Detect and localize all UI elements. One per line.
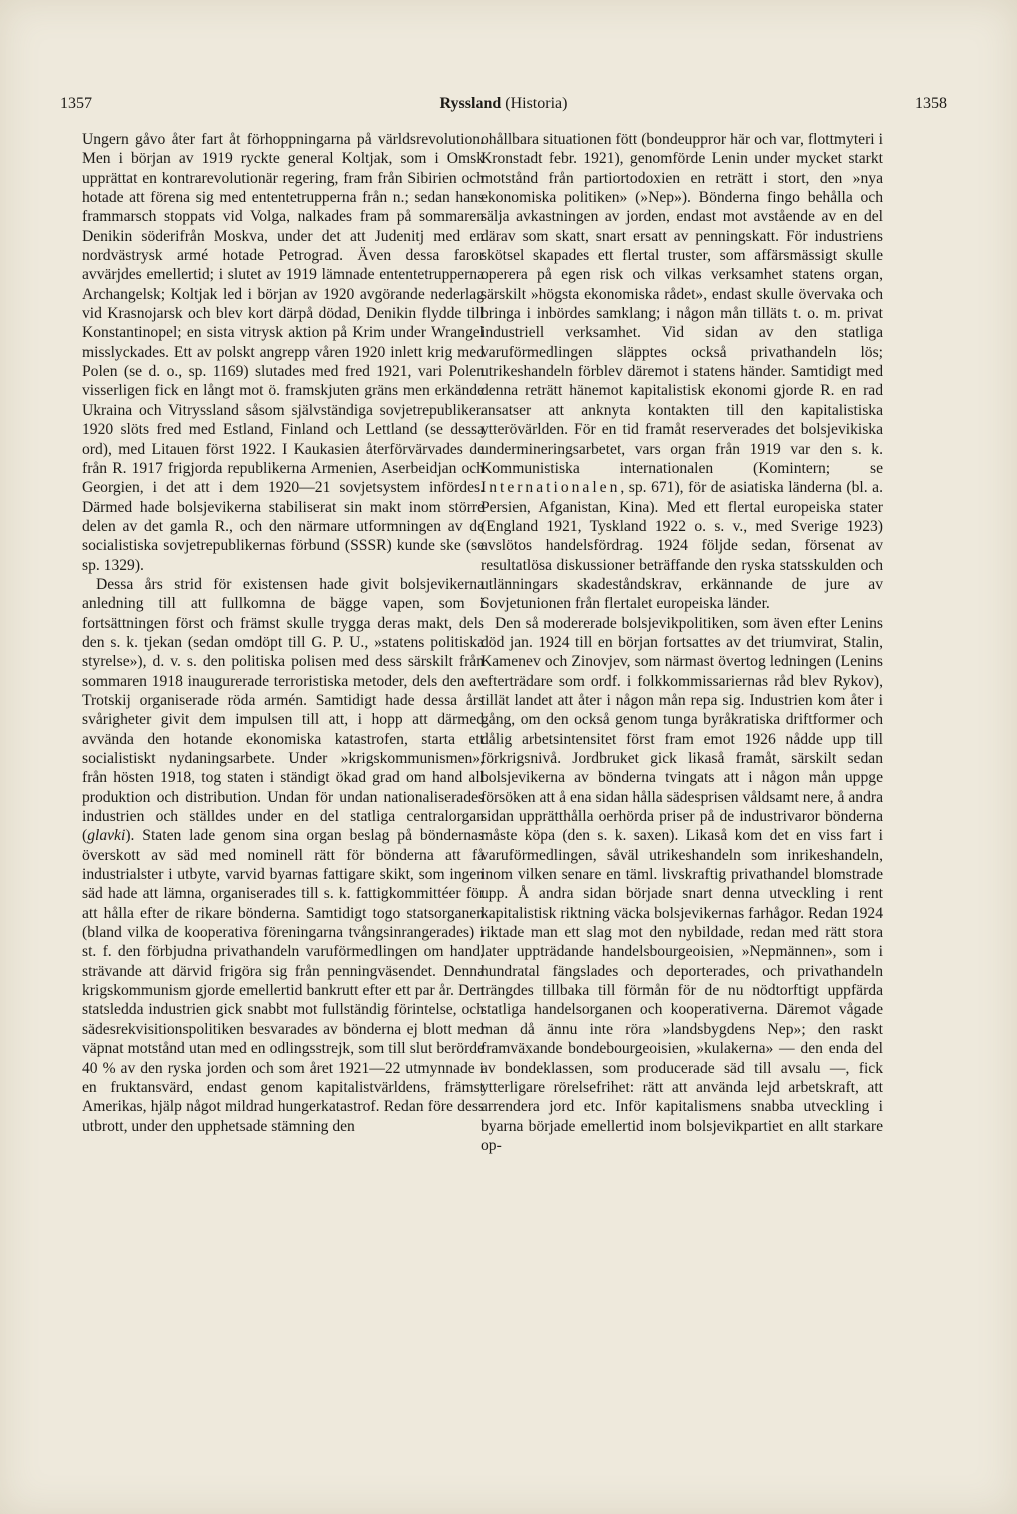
text-column-right — [481, 130, 883, 1155]
spaced-reference: Internationalen — [481, 479, 621, 497]
text-column-left — [82, 130, 484, 1136]
text-run: , sp. 671), för de asiatiska länderna (bl. a. Persien, Afganistan, Kina). Med ett flertal europeiska stater (England 1921, Tyskland 1922 o. s. v., med Sverige 1923) avslötos handelsfördrag. 1924 följde sedan, försenat av resultatlösa diskussioner beträffande den ryska statsskulden och utlänningars skadeståndskrav, erkännande de jure av Sovjetunionen från flertalet europeiska länder. — [481, 479, 883, 613]
paragraph — [481, 130, 883, 614]
text-run: ohållbara situationen fött (bondeuppror här och var, flottmyteri i Kronstadt febr. 1921), genomförde Lenin under mycket starkt motstånd från partiortodoxien en reträtt i stort, den »nya ekonomiska politiken» (»Nep»). Bönderna fingo behålla och sälja avkastningen av jorden, endast mot avstående av en del därav som skatt, snart ersatt av penningskatt. För industriens skötsel skapades ett flertal truster, som affärsmässigt skulle operera på egen risk och vilkas verksamhet statens organ, särskilt »högsta ekonomiska rådet», endast skulle övervaka och bringa i inbördes samklang; i någon mån tilläts t. o. m. privat industriell verksamhet. Vid sidan av den statliga varuförmedlingen släpptes också privathandeln lös; utrikeshandeln förblev däremot i statens händer. Samtidigt med denna reträtt hänemot kapitalistisk ekonomi gjorde R. en rad ansatser att anknyta kontakten till den kapitalistiska ytterövärlden. För en tid framåt reserverades det bolsjevikiska undermineringsarbetet, vars organ från 1919 var den s. k. Kommunistiska internationalen (Komintern; se — [481, 131, 883, 477]
paragraph: Den så modererade bolsjevikpolitiken, som även efter Lenins död jan. 1924 till en början fortsattes av det triumvirat, Stalin, Kamenev och Zinovjev, som närmast övertog ledningen (Lenins efterträdare som ordf. i folkkommissariernas råd blev Rykov), tillät landet att åter i någon mån repa sig. Industrien kom åter i gång, om den också genom tunga byråkratiska driftformer och dålig arbetsintensitet först fram emot 1926 nådde upp till förkrigsnivå. Jordbruket gick likaså framåt, särskilt sedan bolsjevikerna av bönderna tvingats att i någon mån uppge försöken att å ena sidan hålla sädesprisen våldsamt nere, å andra sidan upprätthålla oerhörda priser på de industrivaror bönderna måste köpa (den s. k. saxen). Likaså kom det en viss fart i varuförmedlingen, såväl utrikeshandeln som inrikeshandeln, inom vilken senare en täml. livskraftig privathandel blomstrade upp. Å andra sidan började snart denna utveckling i rent kapitalistisk riktning väcka bolsjevikernas farhågor. Redan 1924 riktade man ett slag mot den nybildade, redan med rätt stora later uppträdande handelsbourgeoisien, »Nepmännen», som i hundratal fängslades och deporterades, och privathandeln trängdes tillbaka till förmån för de nu nödtorftigt uppfärda statliga handelsorganen och kooperativerna. Däremot vågade man då ännu inte röra »landsbygdens Nep»; den raskt framväxande bondebourgeoisien, »kulakerna» — den enda del av bondeklassen, som producerade säd till avsalu —, fick ytterligare rörelsefrihet: rätt att använda lejd arbetskraft, att arrendera jord etc. Inför kapitalismens snabba utveckling i byarna började emellertid inom bolsjevikpartiet en allt starkare op- — [481, 614, 883, 1154]
paragraph — [82, 575, 484, 1136]
header-title: Ryssland — [439, 95, 502, 112]
text-run: ). Staten lade genom sina organ beslag på böndernas överskott av säd med nominell rätt för bönderna att få industrialster i utbyte, varvid byarnas fattigare skikt, som ingen säd hade att lämna, organiserades till s. k. fattigkommittéer för att hålla efter de rikare bönderna. Samtidigt togo statsorganen (bland vilka de kooperativa föreningarna tvångsinrangerades) i st. f. den förbjudna privathandeln varuförmedlingen om hand, strävande att därvid frigöra sig från penningväsendet. Denna krigskommunism gjorde emellertid bankrutt efter ett par år. Den statsledda industrien gick snabbt mot fullständig förintelse, och sädesrekvisitionspolitiken besvarades av bönderna ej blott med väpnat motstånd utan med en odlingsstrejk, som till slut berörde 40 % av den ryska jorden och som året 1921—22 utmynnade i en fruktansvärd, endast genom kapitalistvärldens, främst Amerikas, hjälp något mildrad hungerkatastrof. Redan före dess utbrott, under den upphetsade stämning den — [82, 827, 484, 1135]
running-header — [60, 95, 947, 119]
text-run: Dessa års strid för existensen hade givit bolsjevikerna anledning till att fullkomna de bägge vapen, som i fortsättningen först och främst skulle trygga deras makt, dels den s. k. tjekan (sedan omdöpt till G. P. U., »statens politiska styrelse»), d. v. s. den politiska polisen med dess särskilt från sommaren 1918 inaugurerade terroristiska metoder, dels den av Trotskij organiserade röda armén. Samtidigt hade dessa års svårigheter givit dem impulsen till att, i hopp att därmed avvända den hotande ekonomiska katastrofen, starta ett socialistiskt nydaningsarbete. Under »krigskommunismen», från hösten 1918, tog staten i ständigt ökad grad om hand all produktion och distribution. Undan för undan nationaliserades industrien och ställdes under en del statliga centralorgan ( — [82, 575, 484, 845]
page-number-left: 1357 — [60, 95, 92, 112]
page-number-right: 1358 — [915, 95, 947, 112]
italic-term: glavki — [87, 827, 126, 845]
header-subtitle: (Historia) — [505, 95, 568, 112]
header-title-line — [60, 95, 947, 113]
paragraph: Ungern gåvo åter fart åt förhoppningarna på världsrevolution. Men i början av 1919 ryckte general Koltjak, som i Omsk upprättat en kontrarevolutionär regering, fram från Sibirien och hotade att förena sig med ententetrupperna från n.; sedan hans frammarsch stoppats vid Volga, nalkades fram på sommaren Denikin söderifrån Moskva, under det att Judenitj med en nordvästrysk armé hotade Petrograd. Även dessa faror avvärjdes emellertid; i slutet av 1919 lämnade ententetrupperna Archangelsk; Koltjak led i början av 1920 avgörande nederlag vid Krasnojarsk och blev kort därpå dödad, Denikin flydde till Konstantinopel; en sista vitrysk aktion på Krim under Wrangel misslyckades. Ett av polskt angrepp våren 1920 inlett krig med Polen (se d. o., sp. 1169) slutades med fred 1921, vari Polen visserligen fick en långt mot ö. framskjuten gräns men erkände Ukraina och Vitryssland såsom självständiga sovjetrepubliker. 1920 slöts fred med Estland, Finland och Lettland (se dessa ord), med Litauen först 1922. I Kaukasien återförvärvades de från R. 1917 frigjorda republikerna Armenien, Aserbeidjan och Georgien, i det att i dem 1920—21 sovjetsystem infördes. Därmed hade bolsjevikerna stabiliserat sin makt inom större delen av det gamla R., och den närmare utformningen av de socialistiska sovjetrepublikernas förbund (SSSR) kunde ske (se sp. 1329). — [82, 131, 484, 574]
